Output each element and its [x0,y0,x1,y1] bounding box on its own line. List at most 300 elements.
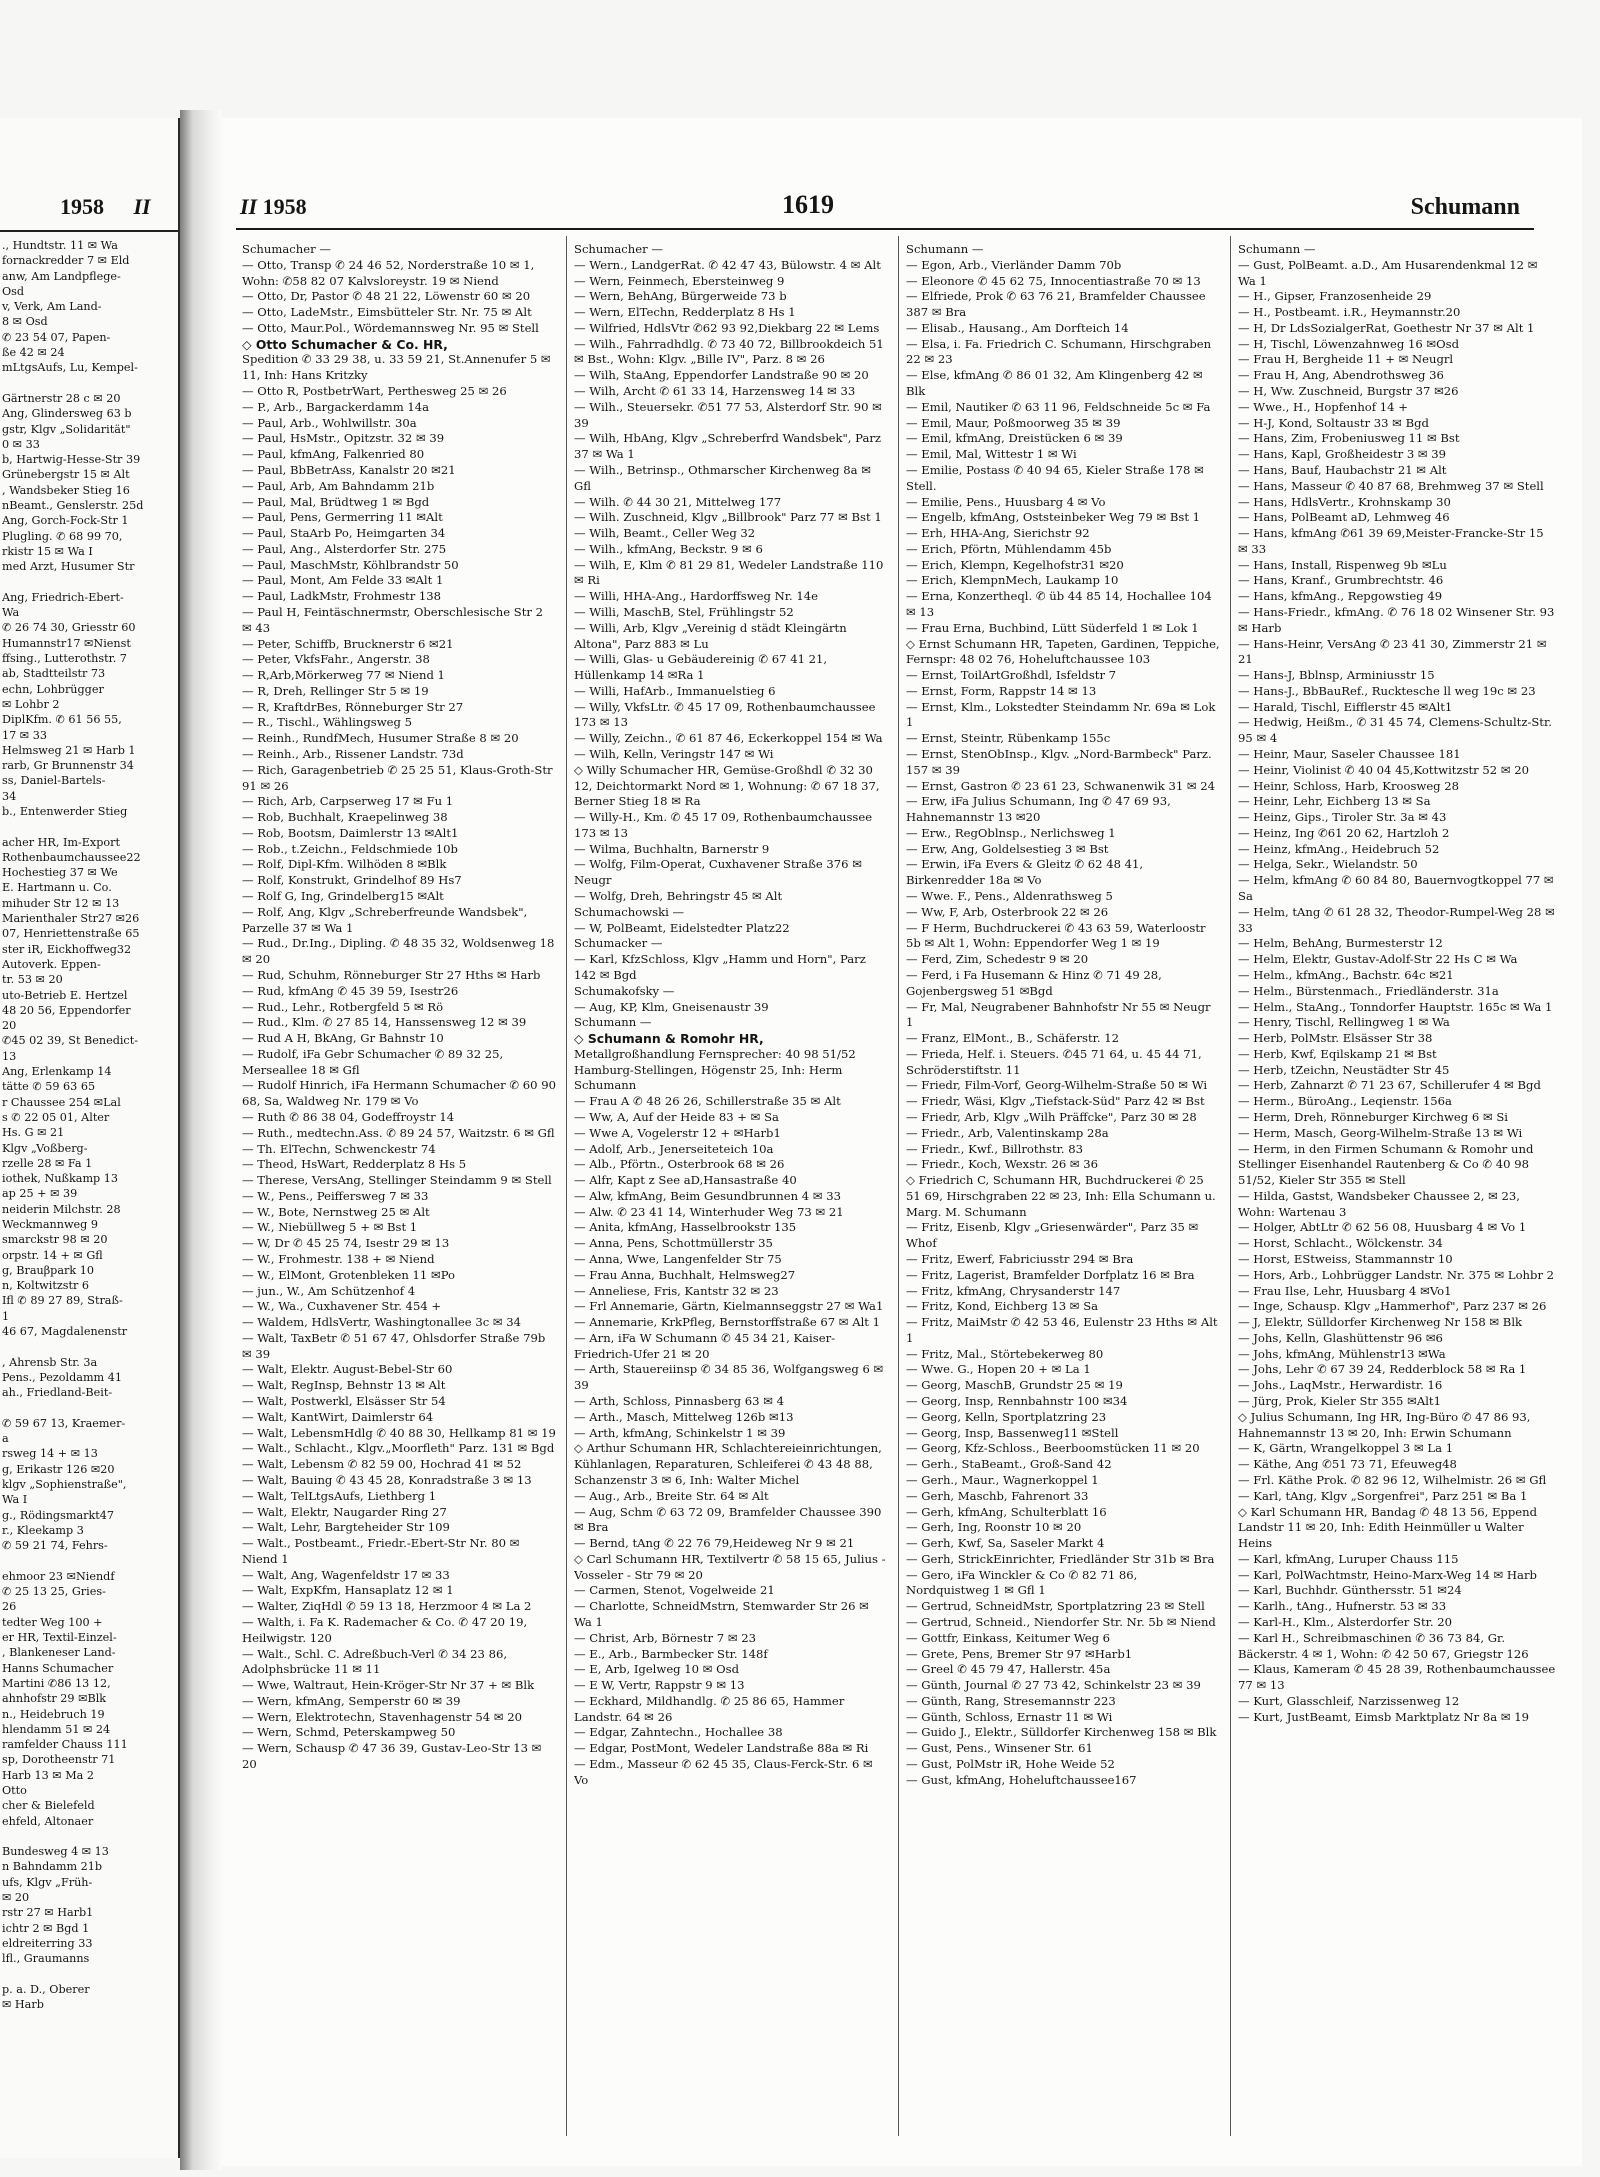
directory-entry: — Frau H, Bergheide 11 + ✉ Neugrl [1238,352,1454,367]
left-page-line: g., Rödingsmarkt47 [2,1508,114,1522]
directory-entry: — Rolf, Ang, Klgv „Schreberfreunde Wandsbek", Parzelle 37 ✉ Wa 1 [242,904,528,935]
left-page-line: mLtgsAufs, Lu, Kempel- [2,361,138,375]
directory-entry: — Wilh., Steuersekr. ✆51 77 53, Alsterdorf Str. 90 ✉ 39 [574,399,882,430]
left-page-line: s ✆ 22 05 01, Alter [2,1110,110,1124]
left-page-line: ✆ 26 74 30, Griesstr 60 [2,621,136,635]
directory-entry: — Helm., Bürstenmach., Friedländerstr. 31a [1238,983,1499,998]
directory-entry: — Hans, Kranf., Grumbrechtstr. 46 [1238,573,1444,588]
left-page-line: uto-Betrieb E. Hertzel [2,988,128,1002]
left-page-part: II [133,194,151,219]
directory-entry: — Emil, Mal, Wittestr 1 ✉ Wi [906,447,1077,462]
directory-entry: — Helga, Sekr., Wielandstr. 50 [1238,857,1418,872]
directory-entry: — Alb., Pförtn., Osterbrook 68 ✉ 26 [574,1157,785,1172]
directory-entry: — Johs, Lehr ✆ 67 39 24, Redderblock 58 ✉ Ra 1 [1238,1362,1527,1377]
directory-entry: — R,Arb,Mörkerweg 77 ✉ Niend 1 [242,668,445,683]
directory-column-3 [906,242,1220,1789]
directory-entry: — Walt, TaxBetr ✆ 51 67 47, Ohlsdorfer Straße 79b ✉ 39 [242,1330,546,1361]
directory-entry: — Heinr, Schloss, Harb, Kroosweg 28 [1238,778,1460,793]
left-page-line: fornackredder 7 ✉ Eld [2,254,130,268]
directory-entry: ◇ Willy Schumacher HR, Gemüse-Großhdl ✆ 32 30 12, Deichtormarkt Nord ✉ 1, Wohnung: ✆ 67 18 37, Berner Stieg 18 ✉ Ra [574,762,880,809]
directory-entry: Metallgroßhandlung Fernsprecher: 40 98 51/52 Hamburg-Stellingen, Högenstr 25, Inh: Herm Schumann [574,1046,856,1093]
directory-entry: — Eckhard, Mildhandlg. ✆ 25 86 65, Hammer Landstr. 64 ✉ 26 [574,1693,845,1724]
directory-entry: — Ernst, Klm., Lokstedter Steindamm Nr. 69a ✉ Lok 1 [906,699,1216,730]
directory-entry: — Paul, kfmAng, Falkenried 80 [242,447,425,462]
header-year: 1958 [262,194,307,219]
directory-entry: — Gerh, Kwf, Sa, Saseler Markt 4 [906,1536,1105,1551]
directory-entry: — Paul, Arb., Wohlwillstr. 30a [242,415,417,430]
directory-entry: — Elfriede, Prok ✆ 63 76 21, Bramfelder Chaussee 387 ✉ Bra [906,289,1206,320]
directory-entry: — Fr, Mal, Neugrabener Bahnhofstr Nr 55 ✉ Neugr 1 [906,999,1211,1030]
directory-entry: — Paul, BbBetrAss, Kanalstr 20 ✉21 [242,462,456,477]
left-page-line: ichtr 2 ✉ Bgd 1 [2,1921,90,1935]
directory-entry: — Rob, Buchhalt, Kraepelinweg 38 [242,810,448,825]
left-page-line [2,1401,178,1416]
left-page-line: ✉ Harb [2,1998,44,2012]
directory-entry: — Otto, Maur.Pol., Wördemannsweg Nr. 95 ✉ Stell [242,320,539,335]
left-page-line: ah., Friedland-Beit- [2,1386,113,1400]
directory-entry: — Paul, HsMstr., Opitzstr. 32 ✉ 39 [242,431,445,446]
left-page-line: echn, Lohbrügger [2,682,104,696]
left-page-line: ✆ 25 13 25, Gries- [2,1585,106,1599]
directory-entry: — Anna, Wwe, Langenfelder Str 75 [574,1252,782,1266]
left-page-line: 0 ✉ 33 [2,437,40,451]
page-number: 1619 [782,190,834,219]
left-page-line: klgv „Sophienstraße", [2,1478,127,1492]
left-page-line: med Arzt, Husumer Str [2,560,135,574]
directory-entry: — H, Ww. Zuschneid, Burgstr 37 ✉26 [1238,384,1459,399]
left-page-line: iothek, Nußkamp 13 [2,1172,119,1186]
directory-entry: — Hans, kfmAng ✆61 39 69,Meister-Francke-Str 15 ✉ 33 [1238,526,1544,556]
directory-entry: — Reinh., Arb., Rissener Landstr. 73d [242,747,464,761]
directory-entry: — Fritz, Ewerf, Fabriciusstr 294 ✉ Bra [906,1252,1134,1266]
directory-entry: ◇ Karl Schumann HR, Bandag ✆ 48 13 56, Eppend Landstr 11 ✉ 20, Inh: Edith Heinmüller u Walter Heins [1238,1504,1538,1551]
directory-entry: — Wwe, Waltraut, Hein-Kröger-Str Nr 37 + ✉ Blk [242,1678,535,1693]
directory-entry: — Horst, Schlacht., Wölckenstr. 34 [1238,1236,1443,1251]
directory-entry: — Georg, Insp, Bassenweg11 ✉Stell [906,1425,1119,1440]
directory-entry: — Rud A H, BkAng, Gr Bahnstr 10 [242,1031,444,1046]
directory-entry: — Walt, Lehr, Bargteheider Str 109 [242,1520,450,1535]
left-page-line: smarckstr 98 ✉ 20 [2,1233,108,1247]
directory-entry: — Rud., Klm. ✆ 27 85 14, Hanssensweg 12 ✉ 39 [242,1015,527,1030]
left-page-line: Ang, Glindersweg 63 b [2,407,132,421]
directory-entry: — Hans, Install, Rispenweg 9b ✉Lu [1238,557,1447,572]
directory-entry: ◇ Julius Schumann, Ing HR, Ing-Büro ✆ 47 86 93, Hahnemannstr 13 ✉ 20, Inh: Erwin Schumann [1238,1409,1531,1440]
left-page-line: b, Hartwig-Hesse-Str 39 [2,453,141,467]
left-page-line: Marienthaler Str27 ✉26 [2,912,140,926]
directory-entry: — Inge, Schausp. Klgv „Hammerhof", Parz 237 ✉ 26 [1238,1299,1547,1314]
page-header [222,186,1582,228]
left-page-line: Weckmannweg 9 [2,1218,98,1231]
directory-entry: — Walt, Elektr, Naugarder Ring 27 [242,1504,447,1519]
left-page-line: Autoverk. Eppen- [2,957,101,971]
left-page-rule [0,230,178,232]
directory-entry: — Hans, Zim, Frobeniusweg 11 ✉ Bst [1238,431,1460,446]
directory-entry: — Paul, Mal, Brüdtweg 1 ✉ Bgd [242,494,430,509]
directory-entry: — Frau A ✆ 48 26 26, Schillerstraße 35 ✉ Alt [574,1094,841,1109]
directory-entry: — Gerh, kfmAng, Schulterblatt 16 [906,1504,1107,1519]
directory-entry: — Annemarie, KrkPfleg, Bernstorffstraße 67 ✉ Alt 1 [574,1315,881,1330]
directory-entry: — Hilda, Gastst, Wandsbeker Chaussee 2, ✉ 23, Wohn: Wartenau 3 [1238,1188,1520,1219]
directory-entry: — Wilfried, HdlsVtr ✆62 93 92,Diekbarg 22 ✉ Lems [574,320,880,335]
directory-entry: — Wilh., kfmAng, Beckstr. 9 ✉ 6 [574,541,763,556]
directory-entry: — Gust, PolBeamt. a.D., Am Husarendenkmal 12 ✉ Wa 1 [1238,257,1538,288]
directory-entry: — Gerh, Maschb, Fahrenort 33 [906,1488,1089,1503]
directory-entry: — Johs, Kelln, Glashüttenstr 96 ✉6 [1238,1330,1443,1345]
directory-entry: — Herm, Dreh, Rönneburger Kirchweg 6 ✉ Si [1238,1109,1509,1124]
left-page-line: neiderin Milchstr. 28 [2,1202,121,1216]
directory-entry: — Erh, HHA-Ang, Sierichstr 92 [906,526,1090,541]
directory-entry: — Rolf, Konstrukt, Grindelhof 89 Hs7 [242,873,462,888]
directory-entry: — W., Bote, Nernstweg 25 ✉ Alt [242,1204,430,1219]
directory-entry: — W., Niebüllweg 5 + ✉ Bst 1 [242,1220,418,1235]
left-page-line: 07, Henriettenstraße 65 [2,927,140,941]
directory-entry: — Egon, Arb., Vierländer Damm 70b [906,257,1122,272]
directory-entry: — Karl, tAng, Klgv „Sorgenfrei", Parz 251 ✉ Ba 1 [1238,1488,1528,1503]
directory-entry: — W., Pens., Peiffersweg 7 ✉ 33 [242,1188,429,1203]
left-page-line: Ang, Gorch-Fock-Str 1 [2,514,129,528]
directory-entry: — Hans, PolBeamt aD, Lehmweg 46 [1238,510,1450,525]
left-page-line: Gärtnerstr 28 c ✉ 20 [2,391,121,405]
directory-entry: — Emilie, Pens., Huusbarg 4 ✉ Vo [906,494,1106,509]
left-page-line: ✉ Lohbr 2 [2,697,60,711]
directory-entry: — Elsa, i. Fa. Friedrich C. Schumann, Hirschgraben 22 ✉ 23 [906,336,1212,367]
left-page-line: Hochestieg 37 ✉ We [2,866,118,880]
directory-entry: — Herb, Zahnarzt ✆ 71 23 67, Schillerufer 4 ✉ Bgd [1238,1078,1541,1093]
directory-entry: — Karl H., Schreibmaschinen ✆ 36 73 84, Gr. Bäckerstr. 4 ✉ 1, Wohn: ✆ 42 50 67, Griegstr 126 [1238,1630,1529,1661]
directory-entry: — Georg, MaschB, Grundstr 25 ✉ 19 [906,1378,1123,1393]
directory-entry: — Walt, Postwerkl, Elsässer Str 54 [242,1394,446,1409]
left-page-line: 8 ✉ Osd [2,315,48,329]
left-page-line: , Ahrensb Str. 3a [2,1355,98,1369]
directory-entry: — Engelb, kfmAng, Oststeinbeker Weg 79 ✉ Bst 1 [906,510,1201,525]
directory-entry: — Georg, Insp, Rennbahnstr 100 ✉34 [906,1394,1128,1409]
directory-entry: — Paul, Ang., Alsterdorfer Str. 275 [242,541,447,556]
left-page-line: v, Verk, Am Land- [2,300,102,314]
directory-entry: — Helm, Elektr, Gustav-Adolf-Str 22 Hs C ✉ Wa [1238,952,1518,967]
directory-entry: — Willy, VkfsLtr. ✆ 45 17 09, Rothenbaumchaussee 173 ✉ 13 [574,699,876,730]
directory-entry: — Th. ElTechn, Schwenckestr 74 [242,1141,436,1156]
left-page-line [2,1339,178,1354]
directory-entry: — Bernd, tAng ✆ 22 76 79,Heideweg Nr 9 ✉ 21 [574,1536,855,1551]
left-page-line: Ang, Erlenkamp 14 [2,1065,112,1079]
directory-entry: — Else, kfmAng ✆ 86 01 32, Am Klingenberg 42 ✉ Blk [906,368,1203,399]
directory-entry: — Fritz, kfmAng, Chrysanderstr 147 [906,1283,1121,1298]
directory-entry: — Walt, Bauing ✆ 43 45 28, Konradstraße 3 ✉ 13 [242,1472,532,1487]
left-page-line: ✉ 20 [2,1891,30,1905]
directory-entry: — Ernst, ToilArtGroßhdl, Isfeldstr 7 [906,668,1117,683]
directory-entry: — Gertrud, SchneidMstr, Sportplatzring 23 ✉ Stell [906,1599,1205,1614]
directory-entry: — Paul H, Feintäschnermstr, Oberschlesische Str 2 ✉ 43 [242,604,543,635]
directory-entry: — Aug, Schm ✆ 63 72 09, Bramfelder Chaussee 390 ✉ Bra [574,1504,882,1535]
directory-entry: ◇ Friedrich C, Schumann HR, Buchdruckerei ✆ 25 51 69, Hirschgraben 22 ✉ 23, Inh: Ella Schumann u. Marg. M. Schumann [906,1173,1216,1219]
directory-entry: — Anna, Pens, Schottmüllerstr 35 [574,1236,773,1251]
directory-entry: — Johs., LaqMstr., Herwardistr. 16 [1238,1378,1443,1393]
directory-entry: — Paul, Arb, Am Bahndamm 21b [242,478,435,493]
left-page-line: tätte ✆ 59 63 65 [2,1080,96,1094]
directory-entry: — Karl-H., Klm., Alsterdorfer Str. 20 [1238,1614,1453,1629]
directory-entry: ◇ Otto Schumacher & Co. HR, [242,336,448,352]
left-page-line: a [2,1432,9,1446]
directory-entry: — Ernst, StenObInsp., Klgv. „Nord-Barmbeck" Parz. 157 ✉ 39 [906,747,1212,777]
directory-entry: — Rudolf Hinrich, iFa Hermann Schumacher ✆ 60 90 68, Sa, Waldweg Nr. 179 ✉ Vo [242,1078,556,1109]
directory-entry: — Karl, Buchhdr. Günthersstr. 51 ✉24 [1238,1583,1462,1598]
left-page-line: ehfeld, Altonaer [2,1814,94,1828]
left-page-line: r Chaussee 254 ✉Lal [2,1095,121,1109]
directory-entry: — Frl Annemarie, Gärtn, Kielmannseggstr 27 ✉ Wa1 [574,1299,884,1314]
directory-entry: — Hans, Masseur ✆ 40 87 68, Brehmweg 37 ✉ Stell [1238,478,1544,493]
directory-entry: — Gerh., Maur., Wagnerkoppel 1 [906,1472,1099,1487]
left-page-line: ahnhofstr 29 ✉Blk [2,1692,107,1706]
directory-entry: — Arth, kfmAng, Schinkelstr 1 ✉ 39 [574,1425,786,1440]
left-page-line: p. a. D., Oberer [2,1982,90,1996]
directory-entry: — Günth, Rang, Stresemannstr 223 [906,1693,1116,1708]
directory-entry: — Erna, Konzertheql. ✆ üb 44 85 14, Hochallee 104 ✉ 13 [906,589,1212,619]
directory-entry: — Hans-Friedr., kfmAng. ✆ 76 18 02 Winsener Str. 93 ✉ Harb [1238,604,1555,635]
directory-entry: — Hans, Bauf, Haubachstr 21 ✉ Alt [1238,462,1447,477]
directory-entry: — Ruth., medtechn.Ass. ✆ 89 24 57, Waitzstr. 6 ✉ Gfl [242,1125,555,1140]
directory-entry: — F Herm, Buchdruckerei ✆ 43 63 59, Waterloostr 5b ✉ Alt 1, Wohn: Eppendorfer Weg 1 ✉ 19 [906,920,1206,951]
left-page-line: ., Hundtstr. 11 ✉ Wa [2,239,118,252]
left-page-line: Pens., Pezoldamm 41 [2,1370,122,1384]
directory-entry: — Heinr, Lehr, Eichberg 13 ✉ Sa [1238,794,1431,809]
directory-entry: — Frau Ilse, Lehr, Huusbarg 4 ✉Vo1 [1238,1283,1452,1298]
directory-column-2 [574,242,888,1789]
directory-entry: — Ruth ✆ 86 38 04, Godeffroystr 14 [242,1109,455,1124]
directory-entry: — Rich, Garagenbetrieb ✆ 25 25 51, Klaus-Groth-Str 91 ✉ 26 [242,762,553,793]
directory-entry: — Willi, HHA-Ang., Hardorffsweg Nr. 14e [574,589,819,604]
directory-entry: — Herb, tZeichn, Neustädter Str 45 [1238,1062,1450,1077]
directory-entry: — Gust, Pens., Winsener Str. 61 [906,1741,1093,1756]
directory-entry: — Frau H, Ang, Abendrothsweg 36 [1238,368,1444,383]
directory-entry: — Erwin, iFa Evers & Gleitz ✆ 62 48 41, Birkenredder 18a ✉ Vo [906,857,1144,888]
directory-entry: — Erw, iFa Julius Schumann, Ing ✆ 47 69 93, Hahnemannstr 13 ✉20 [906,794,1171,825]
left-page-line: tedter Weg 100 + [2,1615,103,1629]
left-page-line: , Blankeneser Land- [2,1646,116,1660]
directory-entry: — Wilh, HbAng, Klgv „Schreberfrd Wandsbek", Parz 37 ✉ Wa 1 [574,431,882,462]
directory-entry: — H., Postbeamt. i.R., Heymannstr.20 [1238,305,1461,320]
header-rule [236,228,1534,230]
directory-entry: — Rob, Bootsm, Daimlerstr 13 ✉Alt1 [242,825,459,840]
directory-entry: — Elisab., Hausang., Am Dorfteich 14 [906,320,1129,335]
directory-entry: — Arth, Schloss, Pinnasberg 63 ✉ 4 [574,1394,785,1409]
directory-entry: — Erw., RegOblnsp., Nerlichsweg 1 [906,825,1116,840]
directory-entry: — Rud, Schuhm, Rönneburger Str 27 Hths ✉ Harb [242,967,541,982]
directory-entry: — Wwe A, Vogelerstr 12 + ✉Harb1 [574,1125,781,1140]
directory-entry: Schumacher — [574,242,663,256]
directory-entry: — Charlotte, SchneidMstrn, Stemwarder Str 26 ✉ Wa 1 [574,1599,869,1629]
left-page-line: acher HR, Im-Export [2,835,120,849]
directory-entry: — Ferd, Zim, Schedestr 9 ✉ 20 [906,952,1089,967]
column-divider [1230,236,1231,2136]
directory-entry: — Paul, LadkMstr, Frohmestr 138 [242,589,442,604]
left-page-line: ✆ 23 54 07, Papen- [2,330,111,344]
directory-entry: — Wolfg, Film-Operat, Cuxhavener Straße 376 ✉ Neugr [574,857,862,888]
directory-entry: — Greel ✆ 45 79 47, Hallerstr. 45a [906,1662,1111,1677]
left-page-line [2,819,178,834]
left-page-line [2,376,178,391]
left-page-line: hlendamm 51 ✉ 24 [2,1722,111,1736]
directory-entry: — Hans, Kapl, Großheidestr 3 ✉ 39 [1238,447,1447,462]
directory-entry: Schumakofsky — [574,983,675,998]
directory-entry: — H-J, Kond, Soltaustr 33 ✉ Bgd [1238,415,1429,430]
directory-entry: ◇ Arthur Schumann HR, Schlachtereieinrichtungen, Kühlanlagen, Reparaturen, Schleiferei ✆ 43 48 88, Schanzenstr 3 ✉ 6, Inh: Walter Michel [574,1441,882,1487]
directory-entry: — Peter, VkfsFahr., Angerstr. 38 [242,652,430,667]
left-page-line [2,1554,178,1569]
directory-entry: — Heinr, Violinist ✆ 40 04 45,Kottwitzstr 52 ✉ 20 [1238,762,1529,777]
directory-entry: — Otto R, PostbetrWart, Perthesweg 25 ✉ 26 [242,384,507,399]
directory-entry: — Heinz, kfmAng., Heidebruch 52 [1238,841,1440,856]
directory-entry: — Friedr, Arb, Klgv „Wilh Präffcke", Parz 30 ✉ 28 [906,1109,1197,1124]
column-divider [898,236,899,2136]
directory-entry: — Gerh, StrickEinrichter, Friedländer Str 31b ✉ Bra [906,1551,1215,1566]
directory-entry: — E, Arb, Igelweg 10 ✉ Osd [574,1662,739,1677]
header-part-year [240,194,307,220]
left-page-line: ap 25 + ✉ 39 [2,1187,78,1201]
directory-entry: — Hedwig, Heißm., ✆ 31 45 74, Clemens-Schultz-Str. 95 ✉ 4 [1238,715,1552,746]
directory-entry: — Ww, A, Auf der Heide 83 + ✉ Sa [574,1109,779,1124]
directory-entry: — Wern, Elektrotechn, Stavenhagenstr 54 ✉ 20 [242,1709,522,1724]
directory-entry: — Erich, Klempn, Kegelhofstr31 ✉20 [906,557,1124,572]
directory-entry: — Kurt, Glasschleif, Narzissenweg 12 [1238,1693,1460,1708]
directory-entry: — Gust, PolMstr iR, Hohe Weide 52 [906,1757,1115,1771]
column-divider [566,236,567,2136]
directory-entry: — W, PolBeamt, Eidelstedter Platz22 [574,920,790,935]
book-gutter [180,110,222,2170]
left-page-line: Helmsweg 21 ✉ Harb 1 [2,743,136,757]
left-page-line: ss, Daniel-Bartels- [2,774,106,788]
left-page-line: 46 67, Magdalenenstr [2,1325,128,1339]
left-page-line [2,575,178,590]
directory-entry: — Hors, Arb., Lohbrügger Landstr. Nr. 375 ✉ Lohbr 2 [1238,1267,1555,1282]
directory-entry: — Frau Erna, Buchbind, Lütt Süderfeld 1 ✉ Lok 1 [906,620,1199,635]
directory-entry: — Wwe., H., Hopfenhof 14 + [1238,399,1408,414]
left-page-year: 1958 [60,194,104,219]
left-page-line: rzelle 28 ✉ Fa 1 [2,1156,93,1170]
directory-entry: — Herb, Kwf, Eqilskamp 21 ✉ Bst [1238,1046,1437,1061]
directory-entry: — Adolf, Arb., Jenerseiteteich 10a [574,1141,774,1156]
directory-entry: — Walt., Schl. C. Adreßbuch-Verl ✆ 34 23 86, Adolphsbrücke 11 ✉ 11 [242,1646,508,1677]
directory-entry: — Ernst, Gastron ✆ 23 61 23, Schwanenwik 31 ✉ 24 [906,778,1216,793]
left-page-line: Wa I [2,1493,28,1507]
left-page-line: nBeamt., Genslerstr. 25d [2,499,144,513]
directory-entry: — Günth, Journal ✆ 27 73 42, Schinkelstr 23 ✉ 39 [906,1678,1201,1693]
directory-entry: — Willi, MaschB, Stel, Frühlingstr 52 [574,604,794,619]
directory-entry: — Karl, KfzSchloss, Klgv „Hamm und Horn", Parz 142 ✉ Bgd [574,952,866,982]
left-page-line: sp, Dorotheenstr 71 [2,1753,116,1767]
directory-entry: — Herm., BüroAng., Leqienstr. 156a [1238,1094,1452,1109]
directory-entry: — Walt, KantWirt, Daimlerstr 64 [242,1409,434,1424]
left-page-line: eldreiterring 33 [2,1936,93,1950]
directory-entry: Schumacker — [574,936,663,951]
left-page-line: tr. 53 ✉ 20 [2,973,63,987]
directory-entry: — Gottfr, Einkass, Keitumer Weg 6 [906,1630,1111,1645]
left-page-line: ffsing., Lutterothstr. 7 [2,652,127,666]
directory-entry: — Paul, StaArb Po, Heimgarten 34 [242,526,446,541]
left-page-line: ufs, Klgv „Früh- [2,1875,93,1889]
directory-entry: — Willi, Glas- u Gebäudereinig ✆ 67 41 21, Hüllenkamp 14 ✉Ra 1 [574,652,828,683]
directory-entry: — Hans, HdlsVertr., Krohnskamp 30 [1238,494,1451,509]
directory-entry: — Helm, kfmAng ✆ 60 84 80, Bauernvogtkoppel 77 ✉ Sa [1238,873,1554,904]
directory-entry: — Ferd, i Fa Husemann & Hinz ✆ 71 49 28, Gojenbergsweg 51 ✉Bgd [906,967,1162,998]
directory-entry: — Rud., Lehr., Rotbergfeld 5 ✉ Rö [242,999,444,1014]
directory-entry: — Walt, Ang, Wagenfeldstr 17 ✉ 33 [242,1567,450,1582]
directory-entry: — Wern, Feinmech, Ebersteinweg 9 [574,273,785,288]
directory-entry: — Helm., kfmAng., Bachstr. 64c ✉21 [1238,967,1454,982]
left-page-line: Hs. G ✉ 21 [2,1126,65,1140]
directory-entry: — Emil, Maur, Poßmoorweg 35 ✉ 39 [906,415,1121,430]
left-page-line: n., Heidebruch 19 [2,1707,105,1721]
directory-entry: — Frl. Käthe Prok. ✆ 82 96 12, Wilhelmistr. 26 ✉ Gfl [1238,1472,1547,1487]
left-page-line: ehmoor 23 ✉Niendf [2,1569,115,1583]
directory-entry: — Grete, Pens, Bremer Str 97 ✉Harb1 [906,1646,1133,1661]
left-page-line: g, Brauβpark 10 [2,1263,94,1277]
directory-entry: — Holger, AbtLtr ✆ 62 56 08, Huusbarg 4 ✉ Vo 1 [1238,1220,1527,1235]
left-page-line: Rothenbaumchaussee22 [2,850,141,864]
directory-entry: — Fritz, Eisenb, Klgv „Griesenwärder", Parz 35 ✉ Whof [906,1220,1199,1251]
directory-entry: — Rud., Dr.Ing., Dipling. ✆ 48 35 32, Woldsenweg 18 ✉ 20 [242,936,555,967]
directory-entry: — Friedr., Arb, Valentinskamp 28a [906,1125,1109,1140]
left-page-line: gstr, Klgv „Solidarität" [2,422,131,436]
directory-entry: — Rud, kfmAng ✆ 45 39 59, Isestr26 [242,983,459,998]
left-page-line: 17 ✉ 33 [2,728,47,742]
directory-entry: — Ernst, Form, Rappstr 14 ✉ 13 [906,683,1097,698]
directory-entry: — Walt, Elektr. August-Bebel-Str 60 [242,1362,453,1377]
directory-entry: — Arth, Stauereiinsp ✆ 34 85 36, Wolfgangsweg 6 ✉ 39 [574,1362,884,1393]
directory-entry: — Edgar, Zahntechn., Hochallee 38 [574,1725,783,1740]
left-page-line: Humannstr17 ✉Nienst [2,636,131,650]
left-page-line: ster iR, Eickhoffweg32 [2,942,132,956]
directory-entry: — Herb, PolMstr. Elsässer Str 38 [1238,1031,1433,1046]
directory-entry: — Heinr, Maur, Saseler Chaussee 181 [1238,747,1461,761]
directory-entry: — Aug, KP, Klm, Gneisenaustr 39 [574,999,769,1014]
directory-entry: Schumann — [1238,242,1316,256]
directory-entry: — Wilh, Beamt., Celler Weg 32 [574,526,756,541]
directory-entry: — Hans-J., BbBauRef., Rucktesche ll weg 19c ✉ 23 [1238,683,1536,698]
directory-entry: — Gero, iFa Winckler & Co ✆ 82 71 86, Nordquistweg 1 ✉ Gfl 1 [906,1567,1138,1598]
directory-entry: Schumann — [906,242,984,256]
left-page-line: ab, Stadtteilstr 73 [2,667,106,681]
directory-column-4 [1238,242,1556,1725]
directory-entry: — Heinz, Ing ✆61 20 62, Hartzloh 2 [1238,825,1450,840]
left-page-line: rstr 27 ✉ Harb1 [2,1906,94,1920]
directory-entry: — Reinh., RundfMech, Husumer Straße 8 ✉ 20 [242,731,519,746]
left-page-line: b., Entenwerder Stieg [2,804,128,818]
directory-entry: — Wilh, Archt ✆ 61 33 14, Harzensweg 14 ✉ 33 [574,384,856,399]
directory-entry: — Alw. ✆ 23 41 14, Winterhuder Weg 73 ✉ 21 [574,1204,844,1219]
left-page-line: Martini ✆86 13 12, [2,1676,111,1690]
directory-entry: — Rich, Arb, Carpserweg 17 ✉ Fu 1 [242,794,454,809]
directory-entry: — Theod, HsWart, Redderplatz 8 Hs 5 [242,1157,467,1172]
left-page-line: Grünebergstr 15 ✉ Alt [2,468,130,482]
directory-entry: — Edgar, PostMont, Wedeler Landstraße 88a ✉ Ri [574,1741,869,1756]
left-page-header [60,194,175,220]
directory-entry: — Paul, Pens, Germerring 11 ✉Alt [242,510,443,525]
directory-entry: — Erw, Ang, Goldelsestieg 3 ✉ Bst [906,841,1109,856]
directory-entry: — Wilh, Kelln, Veringstr 147 ✉ Wi [574,747,774,761]
directory-entry: — Christ, Arb, Börnestr 7 ✉ 23 [574,1630,756,1645]
left-page-line: 20 [2,1019,17,1033]
directory-entry: — Fritz, Kond, Eichberg 13 ✉ Sa [906,1299,1099,1314]
left-page-line: ✆ 59 21 74, Fehrs- [2,1539,108,1553]
directory-entry: — K, Gärtn, Wrangelkoppel 3 ✉ La 1 [1238,1441,1454,1456]
directory-entry: — Anneliese, Fris, Kantstr 32 ✉ 23 [574,1283,779,1298]
left-page-column [2,238,178,2012]
directory-entry: — R., Tischl., Wählingsweg 5 [242,715,412,730]
directory-entry: — Guido J., Elektr., Sülldorfer Kirchenweg 158 ✉ Blk [906,1725,1217,1740]
left-page-line: Bundesweg 4 ✉ 13 [2,1845,109,1859]
directory-entry: — H, Dr LdsSozialgerRat, Goethestr Nr 37 ✉ Alt 1 [1238,320,1535,335]
directory-entry: — Hans-Heinr, VersAng ✆ 23 41 30, Zimmerstr 21 ✉ 21 [1238,636,1547,667]
